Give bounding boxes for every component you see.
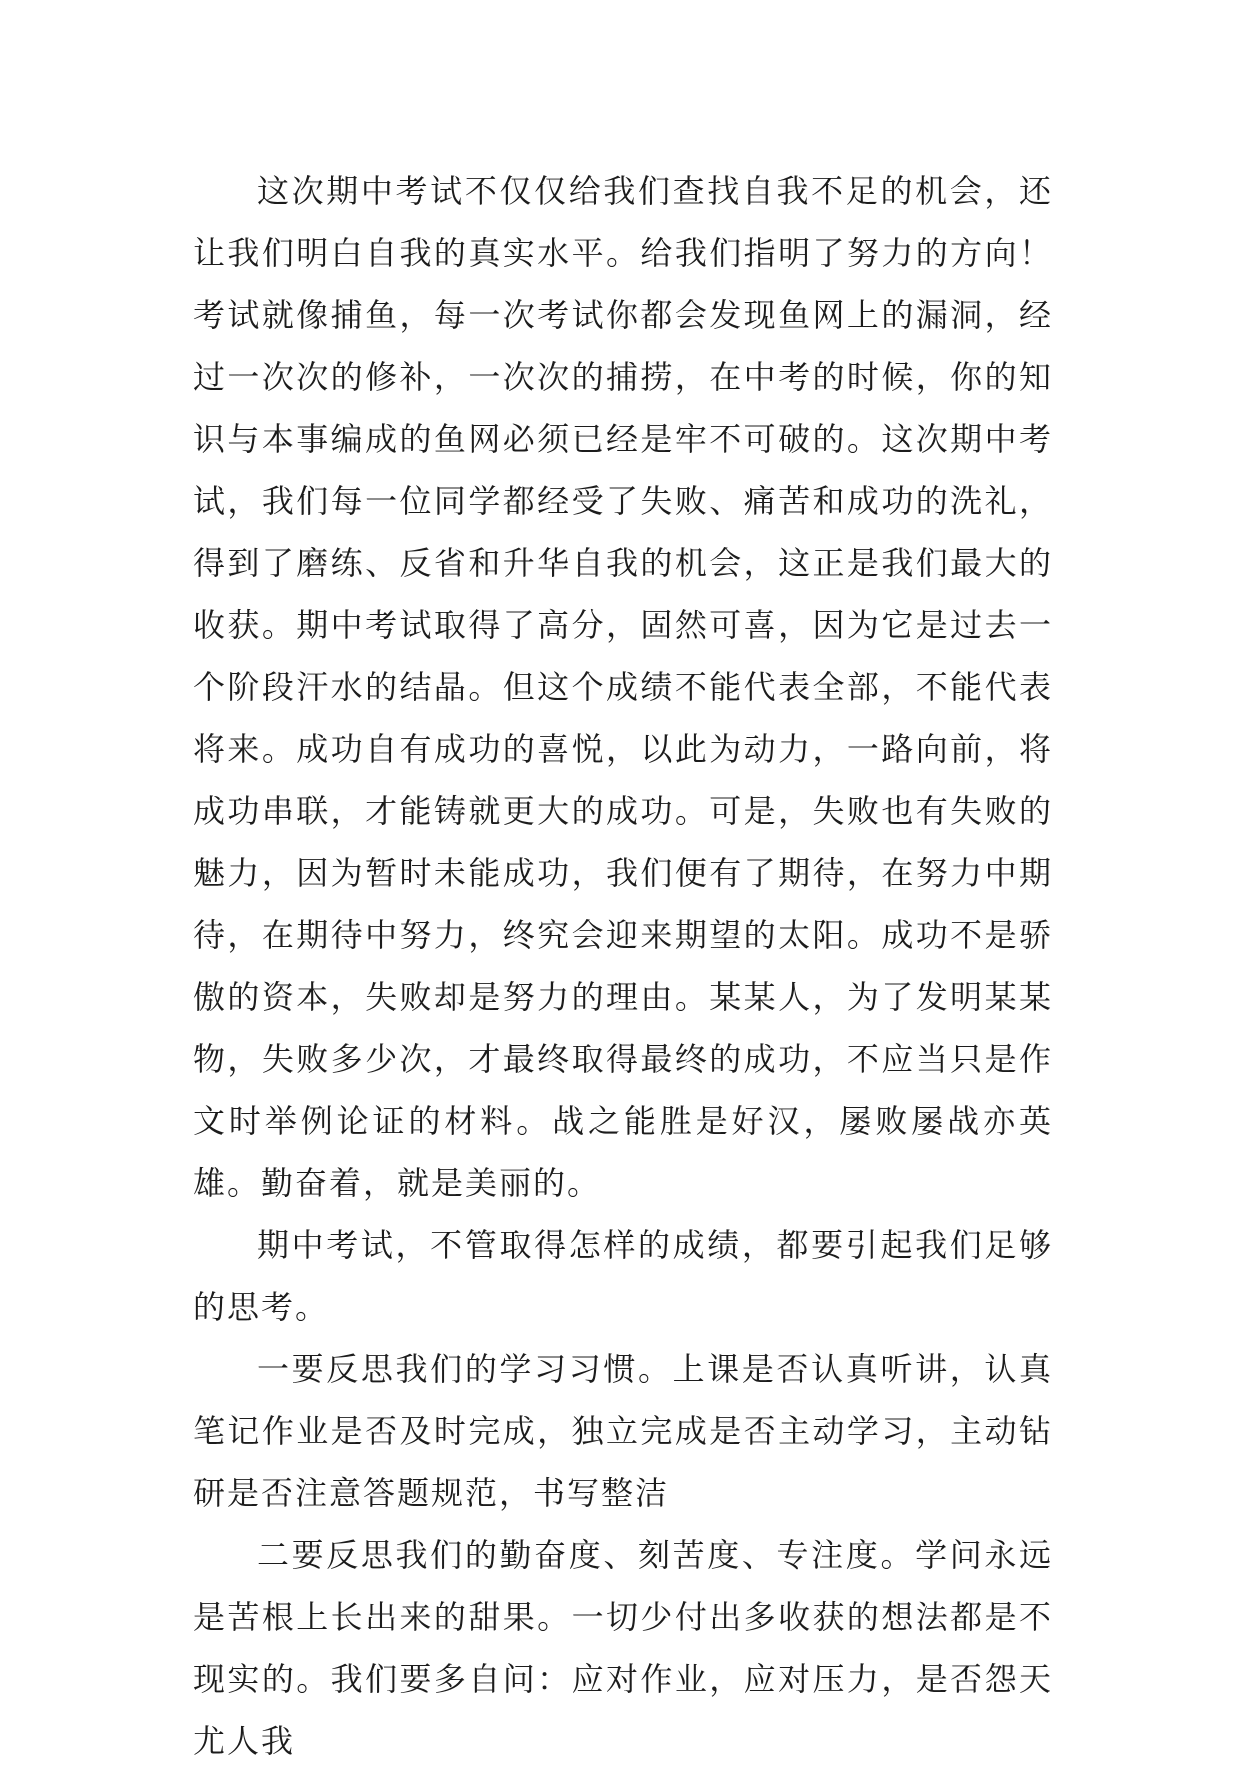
paragraph-midterm-reflection: 这次期中考试不仅仅给我们查找自我不足的机会，还让我们明白自我的真实水平。给我们指明了努力的方向！考试就像捕鱼，每一次考试你都会发现鱼网上的漏洞，经过一次次的修补，一次次的捕捞，在中考的时候，你的知识与本事编成的鱼网必须已经是牢不可破的。这次期中考试，我们每一位同学都经受了失败、痛苦和成功的洗礼，得到了磨练、反省和升华自我的机会，这正是我们最大的收获。期中考试取得了高分，固然可喜，因为它是过去一个阶段汗水的结晶。但这个成绩不能代表全部，不能代表将来。成功自有成功的喜悦，以此为动力，一路向前，将成功串联，才能铸就更大的成功。可是，失败也有失败的魅力，因为暂时未能成功，我们便有了期待，在努力中期待，在期待中努力，终究会迎来期望的太阳。成功不是骄傲的资本，失败却是努力的理由。某某人，为了发明某某物，失败多少次，才最终取得最终的成功，不应当只是作文时举例论证的材料。战之能胜是好汉，屡败屡战亦英雄。勤奋着，就是美丽的。 bbox=[193, 172, 1053, 1202]
paragraph-diligence: 二要反思我们的勤奋度、刻苦度、专注度。学问永远是苦根上长出来的甜果。一切少付出多收获的想法都是不现实的。我们要多自问：应对作业，应对压力，是否怨天尤人我 bbox=[193, 1536, 1053, 1760]
paragraph-study-habits: 一要反思我们的学习习惯。上课是否认真听讲，认真笔记作业是否及时完成，独立完成是否主动学习，主动钻研是否注意答题规范，书写整洁 bbox=[193, 1350, 1053, 1512]
paragraph-think-deeply: 期中考试，不管取得怎样的成绩，都要引起我们足够的思考。 bbox=[193, 1226, 1053, 1326]
document-body bbox=[193, 160, 1053, 1772]
